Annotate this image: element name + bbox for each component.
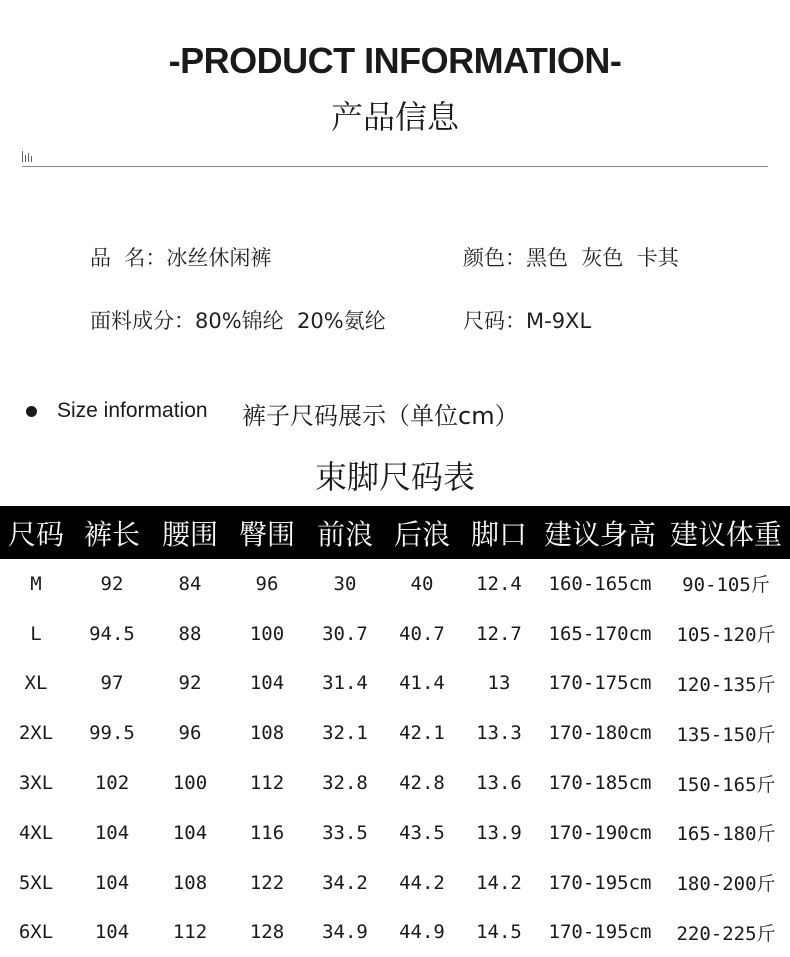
size-info-english: Size information <box>57 399 208 422</box>
table-cell: 90-105斤 <box>682 574 770 597</box>
table-cell: 96 <box>255 572 279 595</box>
table-cell: 96 <box>178 722 202 745</box>
product-fabric <box>90 305 386 335</box>
table-cell: 116 <box>249 821 285 844</box>
table-cell: 104 <box>94 821 130 844</box>
table-cell: 104 <box>172 821 208 844</box>
table-cell: 3XL <box>18 772 54 795</box>
product-size <box>463 305 591 335</box>
product-color-label: 颜色： <box>463 246 526 270</box>
table-cell: 160-165cm <box>548 572 652 595</box>
product-size-label: 尺码： <box>463 309 526 333</box>
table-cell: 170-175cm <box>548 672 652 695</box>
table-cell: L <box>30 622 42 645</box>
table-cell: 6XL <box>18 921 54 944</box>
header-divider <box>22 166 768 167</box>
table-cell: 5XL <box>18 871 54 894</box>
column-header: 后浪 <box>393 517 450 551</box>
product-name <box>90 242 271 272</box>
table-cell: 170-180cm <box>548 722 652 745</box>
table-cell: 42.1 <box>399 722 445 745</box>
table-cell: 108 <box>172 871 208 894</box>
product-name-value: 冰丝休闲裤 <box>166 246 272 270</box>
column-header: 腰围 <box>161 517 218 551</box>
table-cell: 12.4 <box>476 572 522 595</box>
table-cell: 122 <box>249 871 285 894</box>
table-cell: 40 <box>410 572 434 595</box>
table-cell: 100 <box>172 772 208 795</box>
table-cell: 220-225斤 <box>676 922 776 945</box>
table-cell: 108 <box>249 722 285 745</box>
size-table-body <box>0 559 790 957</box>
table-row <box>0 808 790 858</box>
size-table-header <box>0 506 790 559</box>
product-color-value: 黑色 灰色 卡其 <box>526 246 679 270</box>
title-chinese: 产品信息 <box>330 98 459 136</box>
table-row <box>0 758 790 808</box>
tick-mark-icon <box>22 151 32 162</box>
table-cell: 112 <box>172 921 208 944</box>
product-size-value: M-9XL <box>526 309 592 333</box>
table-cell: 33.5 <box>322 821 368 844</box>
table-cell: 135-150斤 <box>676 723 776 746</box>
table-cell: 170-195cm <box>548 921 652 944</box>
table-cell: M <box>30 572 42 595</box>
table-cell: 34.2 <box>322 871 368 894</box>
table-cell: 112 <box>249 772 285 795</box>
table-cell: 170-190cm <box>548 821 652 844</box>
table-cell: 105-120斤 <box>676 624 776 647</box>
table-cell: 12.7 <box>476 622 522 645</box>
column-header: 裤长 <box>83 517 140 551</box>
product-name-label: 品 名： <box>90 246 167 270</box>
table-cell: 104 <box>249 672 285 695</box>
product-fabric-label: 面料成分： <box>90 309 195 333</box>
size-table-title: 束脚尺码表 <box>314 458 475 496</box>
bullet-icon <box>26 406 37 417</box>
table-cell: 13 <box>487 672 511 695</box>
table-cell: 32.1 <box>322 722 368 745</box>
table-row <box>0 659 790 709</box>
table-cell: 100 <box>249 622 285 645</box>
table-cell: 120-135斤 <box>676 673 776 696</box>
title-english: -PRODUCT INFORMATION- <box>168 40 622 81</box>
column-header: 建议身高 <box>543 517 656 551</box>
table-cell: 42.8 <box>399 772 445 795</box>
table-row <box>0 559 790 609</box>
table-cell: 43.5 <box>399 821 445 844</box>
table-cell: 92 <box>100 572 124 595</box>
table-cell: 13.6 <box>476 772 522 795</box>
table-cell: 128 <box>249 921 285 944</box>
table-cell: XL <box>24 672 48 695</box>
table-cell: 165-170cm <box>548 622 652 645</box>
table-cell: 97 <box>100 672 124 695</box>
table-cell: 170-195cm <box>548 871 652 894</box>
column-header: 前浪 <box>316 517 373 551</box>
table-cell: 32.8 <box>322 772 368 795</box>
table-cell: 165-180斤 <box>676 823 776 846</box>
table-cell: 94.5 <box>89 622 135 645</box>
table-cell: 44.2 <box>399 871 445 894</box>
table-cell: 14.2 <box>476 871 522 894</box>
table-cell: 4XL <box>18 821 54 844</box>
table-cell: 34.9 <box>322 921 368 944</box>
column-header: 脚口 <box>470 517 527 551</box>
table-cell: 13.3 <box>476 722 522 745</box>
size-info-chinese: 裤子尺码展示（单位cm） <box>242 402 519 430</box>
table-cell: 30.7 <box>322 622 368 645</box>
column-header: 建议体重 <box>669 517 782 551</box>
table-cell: 30 <box>333 572 357 595</box>
table-cell: 40.7 <box>399 622 445 645</box>
table-cell: 13.9 <box>476 821 522 844</box>
product-color <box>463 242 679 272</box>
table-cell: 180-200斤 <box>676 873 776 896</box>
column-header: 臀围 <box>238 517 295 551</box>
table-row <box>0 908 790 957</box>
table-cell: 14.5 <box>476 921 522 944</box>
table-row <box>0 708 790 758</box>
product-fabric-value: 80%锦纶 20%氨纶 <box>195 309 386 333</box>
table-cell: 104 <box>94 921 130 944</box>
table-cell: 2XL <box>18 722 54 745</box>
table-cell: 99.5 <box>89 722 135 745</box>
table-cell: 84 <box>178 572 202 595</box>
table-cell: 31.4 <box>322 672 368 695</box>
table-cell: 102 <box>94 772 130 795</box>
table-cell: 150-165斤 <box>676 773 776 796</box>
column-header: 尺码 <box>7 517 64 551</box>
table-cell: 104 <box>94 871 130 894</box>
table-cell: 44.9 <box>399 921 445 944</box>
table-cell: 41.4 <box>399 672 445 695</box>
table-cell: 170-185cm <box>548 772 652 795</box>
table-cell: 92 <box>178 672 202 695</box>
table-row <box>0 858 790 908</box>
table-row <box>0 609 790 659</box>
table-cell: 88 <box>178 622 202 645</box>
